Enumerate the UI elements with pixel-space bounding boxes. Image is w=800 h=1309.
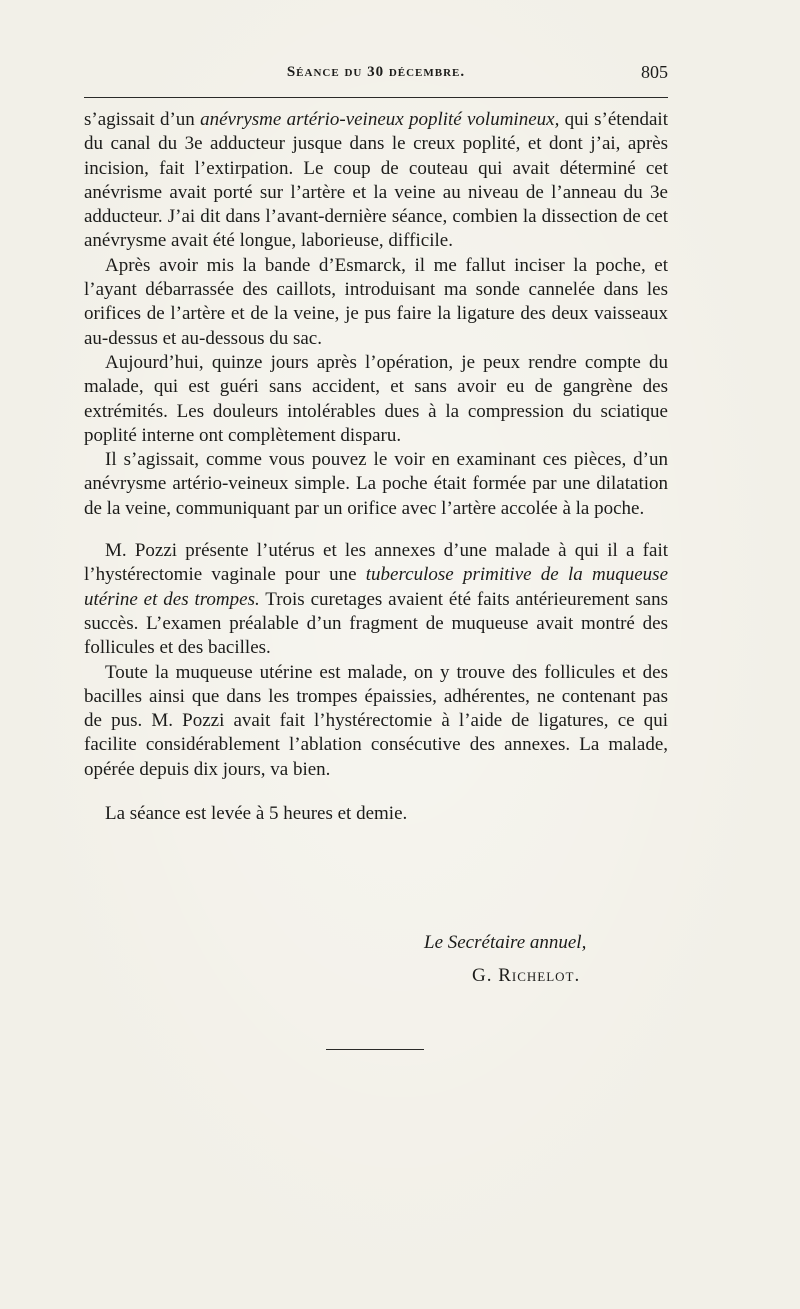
- header-rule: [84, 97, 668, 98]
- signature-title: Le Secrétaire annuel,: [424, 932, 587, 953]
- signature-block: [84, 926, 668, 992]
- page-number: 805: [641, 62, 668, 82]
- paragraph-5: [84, 539, 668, 660]
- paragraph-5-emphasis: tuberculose primitive de la muqueuse utérine et des trompes.: [84, 564, 668, 610]
- paragraph-5-start: M. Pozzi présente l’utérus et les annexes d’une malade à qui il a fait l’hystérectomie vaginale pour une: [84, 540, 668, 586]
- paragraph-2: Après avoir mis la bande d’Esmarck, il me fallut inciser la poche, et l’ayant débarrassée des caillots, introduisant ma sonde cannelée dans les orifices de l’artère et de la veine, je pus faire la ligature des deux vaisseaux au-dessus et au-dessous du sac.: [84, 254, 668, 349]
- page-header: [84, 60, 668, 88]
- paragraph-1-start: s’agissait d’un: [84, 109, 201, 130]
- signature-name: G. Richelot.: [472, 965, 581, 986]
- paragraph-5-rest: Trois curetages avaient été faits antérieurement sans succès. L’examen préalable d’un fragment de muqueuse avait montré des follicules et des bacilles.: [84, 588, 669, 659]
- paragraph-6: Toute la muqueuse utérine est malade, on y trouve des follicules et des bacilles ainsi que dans les trompes épaissies, adhérentes, ne contenant pas de pus. M. Pozzi avait fait l’hystérectomie à l’aide de ligatures, ce qui facilite considérablement l’ablation consécutive des annexes. La malade, opérée depuis dix jours, va bien.: [84, 661, 668, 780]
- paragraph-7: La séance est levée à 5 heures et demie.: [105, 803, 408, 825]
- paragraph-1-rest: qui s’étendait du canal du 3e adducteur jusque dans le creux poplité, et dont j’ai, après incision, fait l’extirpation. Le coup de couteau qui avait déterminé cet anévrisme avait porté sur l’artère et la veine au niveau de l’anneau du 3e adducteur. J’ai dit dans l’avant-dernière séance, combien la dissection de cet anévrysme avait été longue, laborieuse, difficile.: [84, 109, 668, 252]
- body-text: [84, 108, 668, 826]
- paragraph-4: Il s’agissait, comme vous pouvez le voir en examinant ces pièces, d’un anévrysme artério-veineux simple. La poche était formée par une dilatation de la veine, communiquant par un orifice avec l’artère accolée à la poche.: [84, 449, 668, 519]
- closing-rule: [326, 1049, 424, 1050]
- paragraph-1-emphasis: anévrysme artério-veineux poplité volumineux,: [200, 109, 560, 130]
- paragraph-1: [84, 108, 668, 254]
- running-head: Séance du 30 décembre.: [286, 64, 466, 80]
- paragraph-3: Aujourd’hui, quinze jours après l’opération, je peux rendre compte du malade, qui est guéri sans accident, et sans avoir eu de gangrène des extrémités. Les douleurs intolérables dues à la compression du sciatique poplité interne ont complètement disparu.: [84, 351, 668, 446]
